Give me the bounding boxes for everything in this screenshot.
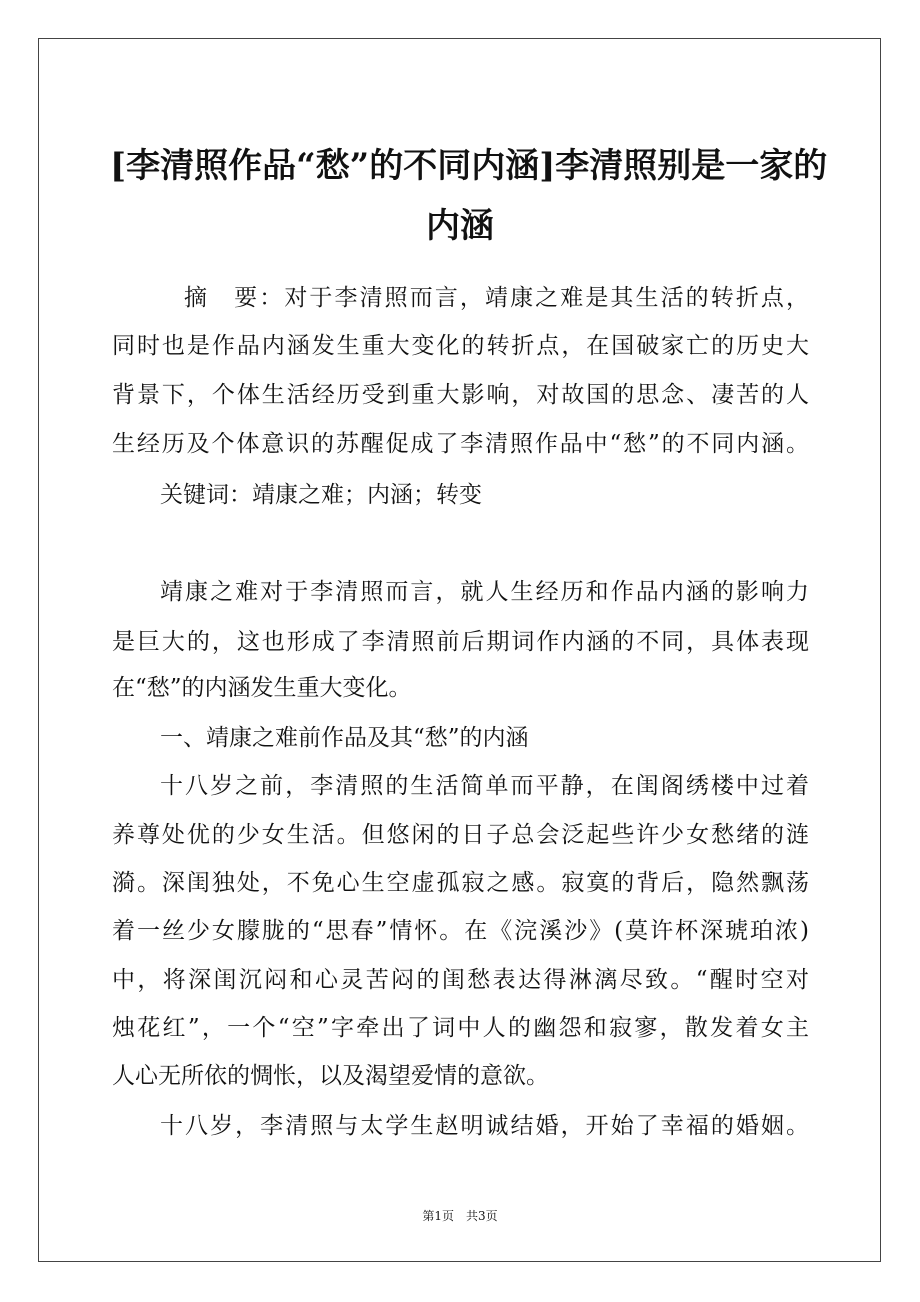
body-line: 着一丝少女朦胧的“思春”情怀。在《浣溪沙》(莫许杯深琥珀浓) bbox=[112, 918, 809, 944]
body-line: 烛花红”，一个“空”字牵出了词中人的幽怨和寂寥，散发着女主 bbox=[112, 1015, 809, 1041]
abstract-line: 背景下，个体生活经历受到重大影响，对故国的思念、凄苦的人 bbox=[112, 382, 809, 408]
body-line: 十八岁，李清照与太学生赵明诚结婚，开始了幸福的婚姻。 bbox=[160, 1113, 809, 1139]
keywords: 关键词：靖康之难；内涵；转变 bbox=[160, 482, 482, 508]
section-heading: 一、靖康之难前作品及其“愁”的内涵 bbox=[160, 725, 529, 751]
document-title-line-1: [李清照作品“愁”的不同内涵]李清照别是一家的 bbox=[110, 146, 828, 186]
body-line: 十八岁之前，李清照的生活简单而平静，在闺阁绣楼中过着 bbox=[160, 773, 809, 799]
document-title-line-2: 内涵 bbox=[426, 206, 494, 246]
body-line: 是巨大的，这也形成了李清照前后期词作内涵的不同，具体表现 bbox=[112, 629, 809, 655]
body-line: 漪。深闺独处，不免心生空虚孤寂之感。寂寞的背后，隐然飘荡 bbox=[112, 870, 809, 896]
body-line: 养尊处优的少女生活。但悠闲的日子总会泛起些许少女愁绪的涟 bbox=[112, 822, 809, 848]
body-line: 靖康之难对于李清照而言，就人生经历和作品内涵的影响力 bbox=[160, 579, 809, 605]
abstract-line: 摘 要：对于李清照而言，靖康之难是其生活的转折点， bbox=[184, 285, 809, 311]
page-number: 第1页 共3页 bbox=[422, 1209, 498, 1223]
body-line: 人心无所依的惆怅，以及渴望爱情的意欲。 bbox=[112, 1063, 549, 1089]
abstract-line: 同时也是作品内涵发生重大变化的转折点，在国破家亡的历史大 bbox=[112, 333, 809, 359]
abstract-line: 生经历及个体意识的苏醒促成了李清照作品中“愁”的不同内涵。 bbox=[112, 431, 809, 457]
body-line: 中，将深闺沉闷和心灵苦闷的闺愁表达得淋漓尽致。“醒时空对 bbox=[112, 967, 809, 993]
body-line: 在“愁”的内涵发生重大变化。 bbox=[112, 675, 412, 701]
